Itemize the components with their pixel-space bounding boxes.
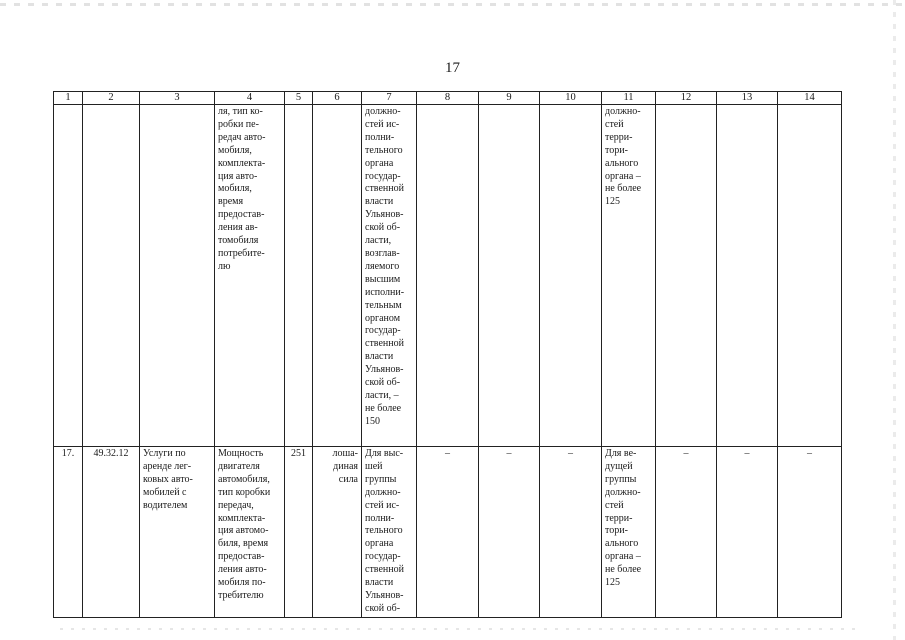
header-cell: 8	[417, 92, 479, 105]
value-cell: –	[479, 447, 540, 618]
value-cell: –	[717, 447, 778, 618]
value-cell: –	[656, 447, 717, 618]
unit-name-cell: лоша- диная сила	[313, 447, 362, 618]
header-cell: 12	[656, 92, 717, 105]
header-cell: 9	[479, 92, 540, 105]
table-row	[54, 447, 842, 618]
header-cell: 6	[313, 92, 362, 105]
table-row	[54, 105, 842, 447]
unit-code-cell	[285, 105, 313, 447]
header-cell: 4	[215, 92, 285, 105]
value-cell	[717, 105, 778, 447]
service-name-cell	[140, 105, 215, 447]
header-cell: 11	[602, 92, 656, 105]
value-cell: –	[417, 447, 479, 618]
value-cell	[778, 105, 842, 447]
page-number: 17	[445, 60, 460, 76]
service-name-cell: Услуги по аренде лег- ковых авто- мобилей с водителем	[140, 447, 215, 618]
row-number-cell: 17.	[54, 447, 83, 618]
header-cell: 13	[717, 92, 778, 105]
header-cell: 14	[778, 92, 842, 105]
value-cell	[417, 105, 479, 447]
header-cell: 3	[140, 92, 215, 105]
scan-artifact-bottom	[60, 628, 860, 630]
scan-artifact-top	[0, 3, 905, 6]
scan-artifact-right	[893, 0, 896, 640]
document-table	[53, 91, 842, 618]
header-cell: 2	[83, 92, 140, 105]
code-cell: 49.32.12	[83, 447, 140, 618]
value-cell: Для ве- дущей группы должно- стей терри- тори- ального органа – не более 125	[602, 447, 656, 618]
value-cell	[540, 105, 602, 447]
value-cell: должно- стей терри- тори- ального органа – не более 125	[602, 105, 656, 447]
header-cell: 7	[362, 92, 417, 105]
header-cell: 1	[54, 92, 83, 105]
unit-name-cell	[313, 105, 362, 447]
value-cell: должно- стей ис- полни- тельного органа государ- ственной власти Ульянов- ской об- ласти, возглав- ляемого высшим исполни- тельным органом государ- ственной власти Ульянов- ской об- ласти, – не более 150	[362, 105, 417, 447]
value-cell: –	[778, 447, 842, 618]
header-cell: 5	[285, 92, 313, 105]
characteristics-cell: ля, тип ко- робки пе- редач авто- мобиля, комплекта- ция авто- мобиля, время предостав- ления ав- томобиля потребите- лю	[215, 105, 285, 447]
value-cell: Для выс- шей группы должно- стей ис- полни- тельного органа государ- ственной власти Ульянов- ской об-	[362, 447, 417, 618]
value-cell	[656, 105, 717, 447]
header-row	[54, 92, 842, 105]
characteristics-cell: Мощность двигателя автомобиля, тип коробки передач, комплекта- ция автомо- биля, время предостав- ления авто- мобиля по- требителю	[215, 447, 285, 618]
code-cell	[83, 105, 140, 447]
row-number-cell	[54, 105, 83, 447]
value-cell: –	[540, 447, 602, 618]
value-cell	[479, 105, 540, 447]
header-cell: 10	[540, 92, 602, 105]
unit-code-cell: 251	[285, 447, 313, 618]
